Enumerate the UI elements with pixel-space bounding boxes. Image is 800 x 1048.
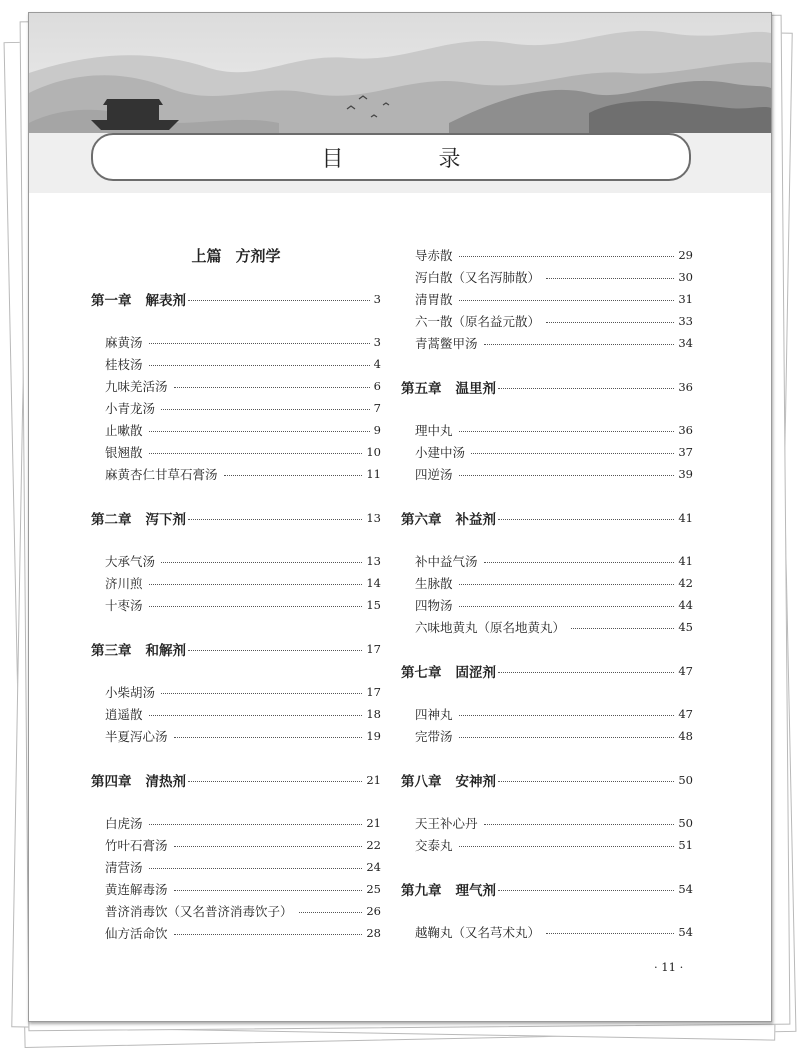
page-ref: 13 [366, 554, 381, 568]
entry-title: 泻白散（又名泻肺散） [415, 270, 541, 285]
entry-title: 导赤散 [415, 248, 453, 263]
entry-title: 小建中汤 [415, 445, 466, 460]
entry-title: 小柴胡汤 [105, 685, 156, 700]
page-ref: 39 [678, 467, 693, 481]
toc-entry-row[interactable] [91, 814, 381, 832]
toc-entry-row[interactable] [401, 268, 693, 286]
toc-chapter-row[interactable] [91, 290, 381, 308]
page-ref: 51 [678, 838, 693, 852]
toc-chapter-row[interactable] [401, 880, 693, 898]
page-ref: 21 [366, 773, 381, 787]
page-ref: 44 [678, 598, 693, 612]
dot-leader [149, 606, 363, 607]
page-ref: 3 [373, 335, 381, 349]
dot-leader [459, 256, 675, 257]
entry-title: 四逆汤 [415, 467, 453, 482]
toc-entry-row[interactable] [401, 246, 693, 264]
toc-entry-row[interactable] [401, 618, 693, 636]
entry-title: 理中丸 [415, 423, 453, 438]
entry-title: 济川煎 [105, 576, 143, 591]
dot-leader [546, 322, 674, 323]
toc-page [28, 12, 772, 1022]
dot-leader [459, 846, 675, 847]
toc-entry-row[interactable] [401, 596, 693, 614]
entry-title: 完带汤 [415, 729, 453, 744]
page-ref: 29 [678, 248, 693, 262]
page-ref: 41 [678, 554, 693, 568]
dot-leader [188, 519, 362, 520]
page-ref: 54 [678, 882, 693, 896]
entry-title: 四神丸 [415, 707, 453, 722]
page-ref: 36 [678, 380, 693, 394]
page-ref: 30 [678, 270, 693, 284]
dot-leader [484, 562, 675, 563]
entry-title: 越鞠丸（又名芎术丸） [415, 925, 541, 940]
page-ref: 41 [678, 511, 693, 525]
toc-entry-row[interactable] [401, 290, 693, 308]
entry-title: 仙方活命饮 [105, 926, 168, 941]
toc-entry-row[interactable] [91, 333, 381, 351]
toc-entry-row[interactable] [401, 334, 693, 352]
toc-entry-row[interactable] [91, 377, 381, 395]
toc-entry-row[interactable] [91, 705, 381, 723]
entry-title: 麻黄汤 [105, 335, 143, 350]
toc-entry-row[interactable] [401, 465, 693, 483]
page-ref: 28 [366, 926, 381, 940]
toc-entry-row[interactable] [91, 683, 381, 701]
page-ref: 47 [678, 664, 693, 678]
toc-entry-row[interactable] [91, 902, 381, 920]
dot-leader [161, 409, 370, 410]
page-ref: 11 [366, 467, 381, 481]
entry-title: 六一散（原名益元散） [415, 314, 541, 329]
page-title: 目 录 [321, 146, 505, 172]
dot-leader [484, 824, 675, 825]
toc-entry-row[interactable] [91, 836, 381, 854]
entry-title: 止嗽散 [105, 423, 143, 438]
page-ref: 13 [366, 511, 381, 525]
dot-leader [299, 912, 363, 913]
dot-leader [498, 519, 674, 520]
entry-title: 桂枝汤 [105, 357, 143, 372]
entry-title: 大承气汤 [105, 554, 156, 569]
dot-leader [174, 737, 363, 738]
chapter-name: 安神剂 [455, 774, 496, 790]
page-ref: 21 [366, 816, 381, 830]
chapter-number: 第四章 [91, 774, 132, 790]
toc-entry-row[interactable] [91, 574, 381, 592]
dot-leader [459, 606, 675, 607]
entry-title: 麻黄杏仁甘草石膏汤 [105, 467, 218, 482]
dot-leader [546, 278, 674, 279]
page-ref: 17 [366, 685, 381, 699]
dot-leader [174, 934, 363, 935]
page-ref: 19 [366, 729, 381, 743]
dot-leader [459, 300, 675, 301]
page-ref: 15 [366, 598, 381, 612]
page-ref: 7 [373, 401, 381, 415]
toc-entry-row[interactable] [401, 705, 693, 723]
chapter-number: 第七章 [401, 665, 442, 681]
dot-leader [459, 475, 675, 476]
toc-entry-row[interactable] [401, 552, 693, 570]
toc-chapter-row[interactable] [91, 771, 381, 789]
page-number: · 11 · [654, 960, 684, 974]
dot-leader [174, 890, 363, 891]
toc-chapter-row[interactable] [401, 662, 693, 680]
toc-entry-row[interactable] [91, 552, 381, 570]
toc-chapter-row[interactable] [401, 771, 693, 789]
entry-title: 银翘散 [105, 445, 143, 460]
dot-leader [149, 343, 370, 344]
toc-entry-row[interactable] [91, 596, 381, 614]
entry-title: 半夏泻心汤 [105, 729, 168, 744]
chapter-number: 第六章 [401, 512, 442, 528]
page-ref: 4 [373, 357, 381, 371]
entry-title: 六味地黄丸（原名地黄丸） [415, 620, 566, 635]
dot-leader [161, 562, 362, 563]
page-ref: 50 [678, 773, 693, 787]
toc-entry-row[interactable] [401, 727, 693, 745]
toc-title-box [91, 133, 691, 181]
dot-leader [459, 715, 675, 716]
entry-title: 天王补心丹 [415, 816, 478, 831]
chapter-number: 第二章 [91, 512, 132, 528]
toc-chapter-row[interactable] [401, 509, 693, 527]
entry-title: 生脉散 [415, 576, 453, 591]
dot-leader [459, 431, 675, 432]
entry-title: 九味羌活汤 [105, 379, 168, 394]
toc-entry-row[interactable] [401, 421, 693, 439]
entry-title: 补中益气汤 [415, 554, 478, 569]
chapter-name: 补益剂 [455, 512, 496, 528]
toc-entry-row[interactable] [91, 443, 381, 461]
page-ref: 9 [373, 423, 381, 437]
toc-entry-row[interactable] [401, 312, 693, 330]
page-ref: 22 [366, 838, 381, 852]
toc-entry-row[interactable] [401, 814, 693, 832]
dot-leader [484, 344, 675, 345]
entry-title: 十枣汤 [105, 598, 143, 613]
dot-leader [188, 300, 370, 301]
entry-title: 青蒿鳖甲汤 [415, 336, 478, 351]
dot-leader [161, 693, 362, 694]
part-label: 上篇 [191, 247, 222, 265]
dot-leader [149, 431, 370, 432]
dot-leader [149, 715, 363, 716]
toc-entry-row[interactable] [91, 880, 381, 898]
toc-entry-row[interactable] [91, 355, 381, 373]
dot-leader [459, 584, 675, 585]
dot-leader [498, 672, 674, 673]
toc-entry-row[interactable] [401, 836, 693, 854]
toc-chapter-row[interactable] [401, 378, 693, 396]
toc-entry-row[interactable] [91, 924, 381, 942]
toc-chapter-row[interactable] [91, 640, 381, 658]
page-ref: 18 [366, 707, 381, 721]
entry-title: 普济消毒饮（又名普济消毒饮子） [105, 904, 293, 919]
chapter-number: 第一章 [91, 293, 132, 309]
toc-entry-row[interactable] [91, 399, 381, 417]
entry-title: 清胃散 [415, 292, 453, 307]
page-ref: 36 [678, 423, 693, 437]
page-ref: 17 [366, 642, 381, 656]
dot-leader [149, 824, 363, 825]
page-ref: 31 [678, 292, 693, 306]
entry-title: 四物汤 [415, 598, 453, 613]
page-ref: 33 [678, 314, 693, 328]
page-ref: 42 [678, 576, 693, 590]
dot-leader [149, 365, 370, 366]
dot-leader [174, 387, 370, 388]
entry-title: 黄连解毒汤 [105, 882, 168, 897]
dot-leader [571, 628, 674, 629]
dot-leader [174, 846, 363, 847]
page-ref: 26 [366, 904, 381, 918]
page-ref: 37 [678, 445, 693, 459]
dot-leader [149, 584, 363, 585]
page-ref: 25 [366, 882, 381, 896]
toc-entry-row[interactable] [91, 858, 381, 876]
chapter-number: 第五章 [401, 381, 442, 397]
page-ref: 45 [678, 620, 693, 634]
dot-leader [188, 650, 362, 651]
page-ref: 3 [373, 292, 381, 306]
page-ref: 54 [678, 925, 693, 939]
entry-title: 竹叶石膏汤 [105, 838, 168, 853]
dot-leader [498, 388, 674, 389]
dot-leader [188, 781, 362, 782]
toc-entry-row[interactable] [401, 443, 693, 461]
dot-leader [149, 453, 363, 454]
page-ref: 34 [678, 336, 693, 350]
chapter-number: 第八章 [401, 774, 442, 790]
chapter-name: 固涩剂 [455, 665, 496, 681]
chapter-name: 泻下剂 [145, 512, 186, 528]
entry-title: 小青龙汤 [105, 401, 156, 416]
dot-leader [149, 868, 363, 869]
part-name: 方剂学 [235, 247, 281, 265]
chapter-name: 理气剂 [455, 883, 496, 899]
page-ref: 47 [678, 707, 693, 721]
page-ref: 24 [366, 860, 381, 874]
entry-title: 清营汤 [105, 860, 143, 875]
chapter-number: 第九章 [401, 883, 442, 899]
dot-leader [498, 890, 674, 891]
page-ref: 6 [373, 379, 381, 393]
toc-entry-row[interactable] [401, 923, 693, 941]
entry-title: 交泰丸 [415, 838, 453, 853]
page-ref: 10 [366, 445, 381, 459]
part-heading [91, 245, 381, 266]
chapter-name: 清热剂 [145, 774, 186, 790]
chapter-name: 解表剂 [145, 293, 186, 309]
dot-leader [471, 453, 674, 454]
toc-chapter-row[interactable] [91, 509, 381, 527]
entry-title: 逍遥散 [105, 707, 143, 722]
dot-leader [498, 781, 674, 782]
page-ref: 50 [678, 816, 693, 830]
toc-entry-row[interactable] [91, 727, 381, 745]
toc-entry-row[interactable] [91, 421, 381, 439]
chapter-number: 第三章 [91, 643, 132, 659]
dot-leader [546, 933, 674, 934]
dot-leader [459, 737, 675, 738]
toc-entry-row[interactable] [91, 465, 381, 483]
chapter-name: 和解剂 [145, 643, 186, 659]
toc-entry-row[interactable] [401, 574, 693, 592]
page-ref: 48 [678, 729, 693, 743]
entry-title: 白虎汤 [105, 816, 143, 831]
page-ref: 14 [366, 576, 381, 590]
dot-leader [224, 475, 363, 476]
chapter-name: 温里剂 [455, 381, 496, 397]
